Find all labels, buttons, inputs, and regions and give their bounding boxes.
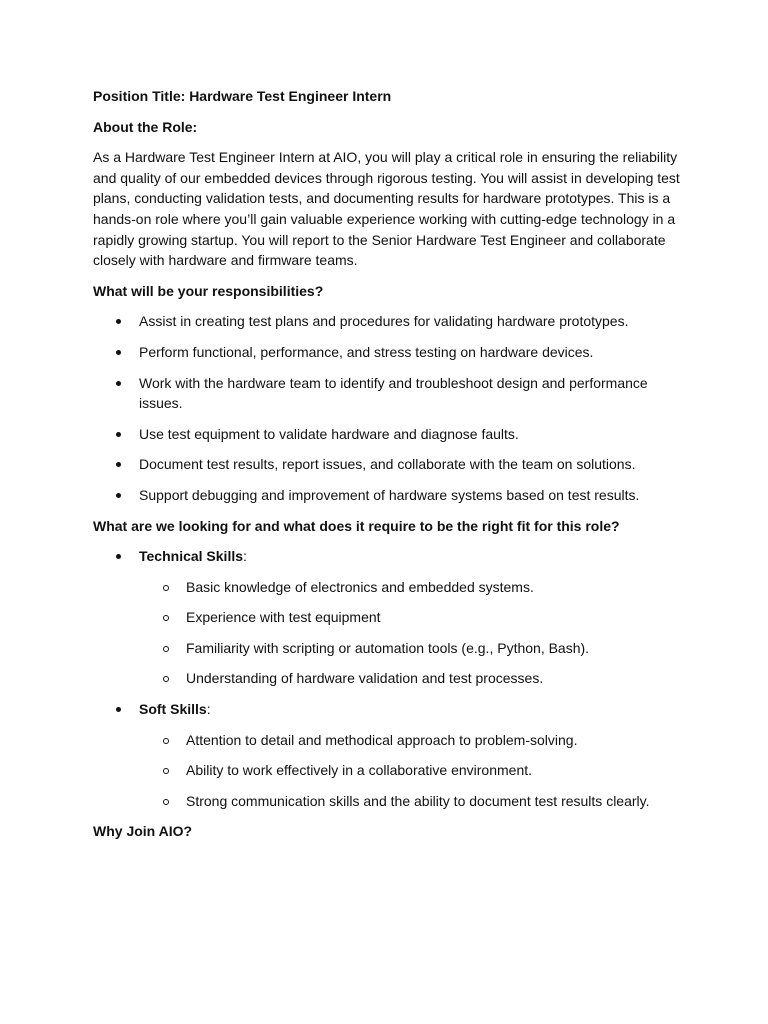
responsibilities-heading: What will be your responsibilities?: [93, 282, 324, 299]
list-item: [93, 342, 693, 363]
soft-skills-label: Soft Skills: [139, 701, 207, 718]
list-item: [93, 424, 693, 445]
bullet-icon: [116, 432, 121, 437]
sub-list-item-text: Experience with test equipment: [186, 609, 381, 626]
circle-bullet-icon: [163, 738, 169, 744]
about-heading: About the Role:: [93, 118, 198, 135]
bullet-icon: [116, 350, 121, 355]
sub-list-item: [139, 638, 693, 659]
sub-list-item: [139, 577, 693, 598]
circle-bullet-icon: [163, 768, 169, 774]
sub-list-item-text: Ability to work effectively in a collaborative environment.: [186, 762, 533, 779]
list-item: [93, 373, 693, 414]
technical-skills-item: [93, 546, 693, 689]
why-join-heading: Why Join AIO?: [93, 823, 193, 840]
sub-list-item: [139, 760, 693, 781]
position-title: Position Title: Hardware Test Engineer Intern: [93, 88, 392, 104]
responsibilities-list: [93, 311, 693, 505]
list-item: [93, 454, 693, 475]
bullet-icon: [116, 319, 121, 324]
circle-bullet-icon: [163, 799, 169, 805]
list-item-text: Work with the hardware team to identify and troubleshoot design and performance issues.: [139, 374, 648, 412]
requirements-list: [93, 546, 693, 811]
list-item-text: Support debugging and improvement of hardware systems based on test results.: [139, 486, 640, 503]
document-body: [93, 86, 693, 852]
soft-skills-item: [93, 699, 693, 811]
sub-list-item: [139, 791, 693, 812]
technical-skills-list: [139, 577, 693, 689]
circle-bullet-icon: [163, 646, 169, 652]
sub-list-item: [139, 730, 693, 751]
soft-skills-list: [139, 730, 693, 812]
bullet-icon: [116, 381, 121, 386]
sub-list-item-text: Strong communication skills and the ability to document test results clearly.: [186, 792, 650, 809]
list-item: [93, 311, 693, 332]
requirements-heading: What are we looking for and what does it require to be the right fit for this role?: [93, 517, 620, 534]
about-paragraph: As a Hardware Test Engineer Intern at AIO, you will play a critical role in ensuring the reliability and quality of our embedded devices through rigorous testing. You will assist in developing test plans, conducting validation tests, and documenting results for hardware prototypes. This is a hands-on role where you’ll gain valuable experience working with cutting-edge technology in a rapidly growing startup. You will report to the Senior Hardware Test Engineer and collaborate closely with hardware and firmware teams.: [93, 149, 680, 269]
sub-list-item-text: Attention to detail and methodical approach to problem-solving.: [186, 731, 578, 748]
soft-skills-colon: :: [206, 701, 211, 718]
list-item-text: Use test equipment to validate hardware and diagnose faults.: [139, 425, 519, 442]
bullet-icon: [116, 462, 121, 467]
sub-list-item: [139, 668, 693, 689]
bullet-icon: [116, 707, 121, 712]
list-item-text: Assist in creating test plans and procedures for validating hardware prototypes.: [139, 313, 629, 330]
sub-list-item-text: Familiarity with scripting or automation tools (e.g., Python, Bash).: [186, 639, 590, 656]
list-item: [93, 485, 693, 506]
sub-list-item-text: Understanding of hardware validation and test processes.: [186, 670, 544, 687]
circle-bullet-icon: [163, 585, 169, 591]
bullet-icon: [116, 554, 121, 559]
circle-bullet-icon: [163, 676, 169, 682]
bullet-icon: [116, 493, 121, 498]
circle-bullet-icon: [163, 615, 169, 621]
list-item-text: Perform functional, performance, and stress testing on hardware devices.: [139, 343, 594, 360]
sub-list-item-text: Basic knowledge of electronics and embedded systems.: [186, 578, 534, 595]
technical-skills-label: Technical Skills: [139, 548, 244, 565]
list-item-text: Document test results, report issues, and collaborate with the team on solutions.: [139, 456, 636, 473]
technical-skills-colon: :: [243, 548, 247, 565]
sub-list-item: [139, 607, 693, 628]
